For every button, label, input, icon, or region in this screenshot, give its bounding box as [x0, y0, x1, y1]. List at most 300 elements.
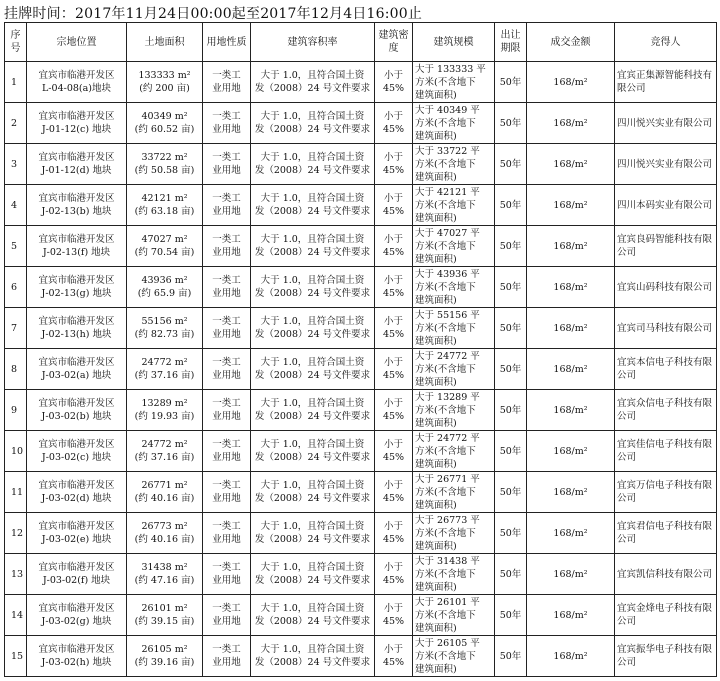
row-number: 2 [11, 117, 18, 129]
term-value: 50年 [499, 527, 522, 539]
cell-buyer [615, 349, 717, 390]
cell-density [375, 144, 413, 185]
far-line: 大于 1.0，且符合国土资 [260, 152, 365, 163]
location-line: 宜宾市临港开发区 [38, 398, 115, 409]
cell-location [27, 267, 127, 308]
buyer-name: 宜宾司马科技有限公司 [617, 322, 713, 334]
scale-line: 大于 24772 平 [415, 432, 480, 444]
density-line: 小于 [383, 398, 403, 409]
density-line: 小于 [383, 234, 403, 245]
scale-line: 大于 40349 平 [415, 104, 480, 116]
term-value: 50年 [499, 322, 522, 334]
density-line: 45% [382, 247, 405, 258]
use-line: 一类工 [212, 357, 241, 368]
buyer-name: 四川悦兴实业有限公司 [617, 117, 713, 129]
use-line: 一类工 [212, 480, 241, 491]
cell-density [375, 472, 413, 513]
cell-price [527, 144, 615, 185]
scale-line: 建筑面积) [415, 458, 457, 470]
cell-area [127, 185, 203, 226]
scale-line: 方米(不含地下 [415, 281, 476, 293]
density-line: 45% [382, 616, 405, 627]
cell-price [527, 390, 615, 431]
term-value: 50年 [499, 486, 522, 498]
cell-density [375, 185, 413, 226]
cell-price [527, 226, 615, 267]
use-line: 业用地 [212, 83, 241, 94]
cell-term [495, 226, 527, 267]
price-value: 168/m² [553, 363, 588, 375]
use-line: 一类工 [212, 603, 241, 614]
scale-line: 大于 26771 平 [415, 473, 480, 485]
cell-area [127, 62, 203, 103]
header-no: 序号 [5, 23, 27, 62]
location-line: 宜宾市临港开发区 [38, 439, 115, 450]
cell-buyer [615, 513, 717, 554]
far-line: 发（2008）24 号文件要求 [254, 493, 371, 504]
price-value: 168/m² [553, 568, 588, 580]
area-line: (约 37.16 亩) [134, 452, 195, 463]
table-row [5, 267, 717, 308]
use-line: 业用地 [212, 288, 241, 299]
cell-price [527, 595, 615, 636]
scale-line: 建筑面积) [415, 540, 457, 552]
buyer-name: 宜宾本信电子科技有限公司 [617, 357, 713, 381]
location-line: 宜宾市临港开发区 [38, 316, 115, 327]
location-line: L-04-08(a)地块 [42, 83, 111, 94]
density-line: 小于 [383, 275, 403, 286]
density-line: 45% [382, 452, 405, 463]
cell-price [527, 636, 615, 677]
density-line: 45% [382, 124, 405, 135]
cell-area [127, 349, 203, 390]
scale-line: 建筑面积) [415, 417, 457, 429]
scale-line: 建筑面积) [415, 294, 457, 306]
price-value: 168/m² [553, 76, 588, 88]
table-row [5, 185, 717, 226]
area-line: (约 60.52 亩) [134, 124, 195, 135]
cell-no [5, 554, 27, 595]
area-line: (约 82.73 亩) [134, 329, 195, 340]
far-line: 发（2008）24 号文件要求 [254, 329, 371, 340]
cell-term [495, 308, 527, 349]
cell-location [27, 595, 127, 636]
location-line: 宜宾市临港开发区 [38, 644, 115, 655]
buyer-name: 四川本码实业有限公司 [617, 199, 713, 211]
far-line: 大于 1.0，且符合国土资 [260, 603, 365, 614]
cell-area [127, 595, 203, 636]
cell-far [251, 62, 375, 103]
location-line: J-03-02(e) 地块 [41, 534, 112, 545]
buyer-name: 宜宾佳信电子科技有限公司 [617, 439, 713, 463]
scale-line: 建筑面积) [415, 171, 457, 183]
cell-density [375, 103, 413, 144]
cell-density [375, 308, 413, 349]
cell-far [251, 595, 375, 636]
use-line: 一类工 [212, 152, 241, 163]
area-line: 26101 m² [141, 603, 188, 614]
scale-line: 大于 26105 平 [415, 637, 480, 649]
cell-use [203, 349, 251, 390]
cell-buyer [615, 554, 717, 595]
table-row [5, 431, 717, 472]
cell-no [5, 472, 27, 513]
scale-line: 大于 33722 平 [415, 145, 480, 157]
header-buyer: 竞得人 [615, 23, 717, 62]
location-line: J-03-02(c) 地块 [41, 452, 112, 463]
price-value: 168/m² [553, 158, 588, 170]
cell-scale [413, 185, 495, 226]
location-line: J-02-13(b) 地块 [41, 206, 112, 217]
location-line: 宜宾市临港开发区 [38, 521, 115, 532]
term-value: 50年 [499, 117, 522, 129]
scale-line: 大于 24772 平 [415, 350, 480, 362]
far-line: 发（2008）24 号文件要求 [254, 288, 371, 299]
far-line: 发（2008）24 号文件要求 [254, 124, 371, 135]
use-line: 业用地 [212, 124, 241, 135]
area-line: (约 39.16 亩) [134, 657, 195, 668]
table-body [5, 62, 717, 677]
cell-use [203, 636, 251, 677]
cell-no [5, 595, 27, 636]
far-line: 大于 1.0，且符合国土资 [260, 644, 365, 655]
location-line: 宜宾市临港开发区 [38, 562, 115, 573]
location-line: J-03-02(f) 地块 [42, 575, 111, 586]
use-line: 业用地 [212, 575, 241, 586]
density-line: 45% [382, 370, 405, 381]
location-line: J-02-13(g) 地块 [41, 288, 112, 299]
row-number: 11 [11, 486, 24, 498]
far-line: 发（2008）24 号文件要求 [254, 370, 371, 381]
cell-term [495, 267, 527, 308]
cell-density [375, 226, 413, 267]
cell-location [27, 62, 127, 103]
cell-scale [413, 431, 495, 472]
cell-scale [413, 62, 495, 103]
cell-location [27, 390, 127, 431]
cell-no [5, 226, 27, 267]
density-line: 45% [382, 534, 405, 545]
row-number: 13 [11, 568, 24, 580]
row-number: 9 [11, 404, 18, 416]
cell-buyer [615, 185, 717, 226]
header-area: 土地面积 [127, 23, 203, 62]
scale-line: 方米(不含地下 [415, 76, 476, 88]
header-price: 成交金额 [527, 23, 615, 62]
far-line: 发（2008）24 号文件要求 [254, 206, 371, 217]
scale-line: 方米(不含地下 [415, 445, 476, 457]
use-line: 一类工 [212, 275, 241, 286]
location-line: J-01-12(c) 地块 [41, 124, 112, 135]
use-line: 一类工 [212, 316, 241, 327]
far-line: 大于 1.0，且符合国土资 [260, 562, 365, 573]
header-scale: 建筑规模 [413, 23, 495, 62]
cell-location [27, 554, 127, 595]
cell-price [527, 431, 615, 472]
buyer-name: 四川悦兴实业有限公司 [617, 158, 713, 170]
cell-no [5, 431, 27, 472]
cell-scale [413, 472, 495, 513]
buyer-name: 宜宾山码科技有限公司 [617, 281, 713, 293]
cell-price [527, 267, 615, 308]
cell-price [527, 554, 615, 595]
cell-scale [413, 554, 495, 595]
scale-line: 建筑面积) [415, 253, 457, 265]
table-row [5, 226, 717, 267]
cell-far [251, 226, 375, 267]
far-line: 大于 1.0，且符合国土资 [260, 193, 365, 204]
scale-line: 建筑面积) [415, 212, 457, 224]
cell-far [251, 308, 375, 349]
location-line: J-03-02(d) 地块 [41, 493, 112, 504]
use-line: 业用地 [212, 493, 241, 504]
scale-line: 大于 42121 平 [415, 186, 480, 198]
cell-use [203, 185, 251, 226]
scale-line: 方米(不含地下 [415, 363, 476, 375]
area-line: 31438 m² [141, 562, 188, 573]
cell-term [495, 554, 527, 595]
location-line: J-02-13(f) 地块 [42, 247, 111, 258]
density-line: 45% [382, 575, 405, 586]
location-line: J-03-02(b) 地块 [41, 411, 112, 422]
table-row [5, 554, 717, 595]
price-value: 168/m² [553, 445, 588, 457]
location-line: 宜宾市临港开发区 [38, 152, 115, 163]
cell-use [203, 144, 251, 185]
cell-no [5, 636, 27, 677]
use-line: 业用地 [212, 657, 241, 668]
scale-line: 方米(不含地下 [415, 199, 476, 211]
far-line: 大于 1.0，且符合国土资 [260, 439, 365, 450]
use-line: 一类工 [212, 234, 241, 245]
cell-far [251, 431, 375, 472]
scale-line: 方米(不含地下 [415, 404, 476, 416]
price-value: 168/m² [553, 527, 588, 539]
use-line: 业用地 [212, 616, 241, 627]
cell-term [495, 349, 527, 390]
location-line: 宜宾市临港开发区 [38, 111, 115, 122]
scale-line: 方米(不含地下 [415, 568, 476, 580]
cell-location [27, 226, 127, 267]
area-line: (约 40.16 亩) [134, 534, 195, 545]
density-line: 小于 [383, 152, 403, 163]
density-line: 小于 [383, 603, 403, 614]
use-line: 业用地 [212, 370, 241, 381]
cell-far [251, 636, 375, 677]
cell-far [251, 513, 375, 554]
table-row [5, 472, 717, 513]
use-line: 业用地 [212, 206, 241, 217]
use-line: 一类工 [212, 193, 241, 204]
far-line: 大于 1.0，且符合国土资 [260, 398, 365, 409]
cell-density [375, 513, 413, 554]
use-line: 一类工 [212, 521, 241, 532]
scale-line: 方米(不含地下 [415, 650, 476, 662]
cell-scale [413, 390, 495, 431]
cell-term [495, 636, 527, 677]
table-row [5, 349, 717, 390]
cell-term [495, 595, 527, 636]
cell-location [27, 513, 127, 554]
area-line: (约 70.54 亩) [134, 247, 195, 258]
density-line: 45% [382, 329, 405, 340]
cell-scale [413, 308, 495, 349]
far-line: 大于 1.0，且符合国土资 [260, 234, 365, 245]
term-value: 50年 [499, 609, 522, 621]
scale-line: 方米(不含地下 [415, 117, 476, 129]
density-line: 45% [382, 206, 405, 217]
far-line: 大于 1.0，且符合国土资 [260, 521, 365, 532]
cell-scale [413, 226, 495, 267]
buyer-name: 宜宾良码智能科技有限公司 [617, 234, 713, 258]
cell-area [127, 390, 203, 431]
price-value: 168/m² [553, 486, 588, 498]
cell-scale [413, 103, 495, 144]
cell-term [495, 185, 527, 226]
area-line: 133333 m² [138, 70, 191, 81]
cell-density [375, 62, 413, 103]
density-line: 小于 [383, 562, 403, 573]
cell-far [251, 554, 375, 595]
row-number: 4 [11, 199, 18, 211]
cell-price [527, 513, 615, 554]
cell-term [495, 472, 527, 513]
density-line: 小于 [383, 70, 403, 81]
density-line: 小于 [383, 480, 403, 491]
table-row [5, 595, 717, 636]
price-value: 168/m² [553, 322, 588, 334]
table-row [5, 144, 717, 185]
term-value: 50年 [499, 404, 522, 416]
use-line: 业用地 [212, 534, 241, 545]
cell-term [495, 62, 527, 103]
term-value: 50年 [499, 281, 522, 293]
cell-buyer [615, 636, 717, 677]
cell-scale [413, 267, 495, 308]
area-line: 26773 m² [141, 521, 188, 532]
cell-term [495, 144, 527, 185]
use-line: 一类工 [212, 439, 241, 450]
cell-scale [413, 349, 495, 390]
row-number: 6 [11, 281, 18, 293]
cell-buyer [615, 472, 717, 513]
cell-area [127, 472, 203, 513]
scale-line: 建筑面积) [415, 663, 457, 675]
density-line: 小于 [383, 316, 403, 327]
location-line: 宜宾市临港开发区 [38, 275, 115, 286]
cell-buyer [615, 226, 717, 267]
price-value: 168/m² [553, 404, 588, 416]
area-line: 26771 m² [141, 480, 188, 491]
cell-location [27, 185, 127, 226]
density-line: 45% [382, 165, 405, 176]
area-line: (约 65.9 亩) [137, 288, 192, 299]
cell-scale [413, 144, 495, 185]
cell-area [127, 554, 203, 595]
price-value: 168/m² [553, 650, 588, 662]
cell-location [27, 472, 127, 513]
cell-area [127, 144, 203, 185]
far-line: 发（2008）24 号文件要求 [254, 247, 371, 258]
table-row [5, 103, 717, 144]
price-value: 168/m² [553, 609, 588, 621]
density-line: 45% [382, 83, 405, 94]
cell-price [527, 308, 615, 349]
density-line: 45% [382, 411, 405, 422]
use-line: 一类工 [212, 70, 241, 81]
cell-area [127, 431, 203, 472]
cell-far [251, 103, 375, 144]
far-line: 大于 1.0，且符合国土资 [260, 275, 365, 286]
row-number: 12 [11, 527, 24, 539]
cell-term [495, 390, 527, 431]
area-line: (约 63.18 亩) [134, 206, 195, 217]
table-row [5, 308, 717, 349]
cell-area [127, 103, 203, 144]
term-value: 50年 [499, 158, 522, 170]
area-line: 55156 m² [141, 316, 188, 327]
cell-density [375, 636, 413, 677]
scale-line: 大于 13289 平 [415, 391, 480, 403]
scale-line: 方米(不含地下 [415, 609, 476, 621]
cell-far [251, 267, 375, 308]
cell-no [5, 144, 27, 185]
cell-buyer [615, 390, 717, 431]
cell-term [495, 103, 527, 144]
location-line: 宜宾市临港开发区 [38, 357, 115, 368]
scale-line: 大于 31438 平 [415, 555, 480, 567]
cell-no [5, 103, 27, 144]
density-line: 小于 [383, 439, 403, 450]
page-title: 挂牌时间：2017年11月24日00:00起至2017年12月4日16:00止 [4, 6, 423, 22]
table-row [5, 390, 717, 431]
far-line: 发（2008）24 号文件要求 [254, 575, 371, 586]
cell-use [203, 431, 251, 472]
far-line: 发（2008）24 号文件要求 [254, 452, 371, 463]
far-line: 发（2008）24 号文件要求 [254, 83, 371, 94]
scale-line: 方米(不含地下 [415, 240, 476, 252]
cell-buyer [615, 267, 717, 308]
cell-use [203, 103, 251, 144]
area-line: (约 40.16 亩) [134, 493, 195, 504]
use-line: 一类工 [212, 398, 241, 409]
scale-line: 建筑面积) [415, 376, 457, 388]
location-line: J-01-12(d) 地块 [41, 165, 112, 176]
location-line: J-03-02(h) 地块 [41, 657, 112, 668]
cell-area [127, 636, 203, 677]
use-line: 业用地 [212, 411, 241, 422]
scale-line: 建筑面积) [415, 89, 457, 101]
scale-line: 建筑面积) [415, 499, 457, 511]
buyer-name: 宜宾众信电子科技有限公司 [617, 398, 713, 422]
far-line: 大于 1.0，且符合国土资 [260, 111, 365, 122]
buyer-name: 宜宾万信电子科技有限公司 [617, 480, 713, 504]
scale-line: 大于 26773 平 [415, 514, 480, 526]
location-line: 宜宾市临港开发区 [38, 234, 115, 245]
location-line: 宜宾市临港开发区 [38, 70, 115, 81]
cell-location [27, 349, 127, 390]
scale-line: 建筑面积) [415, 581, 457, 593]
cell-area [127, 226, 203, 267]
area-line: (约 47.16 亩) [134, 575, 195, 586]
table-row [5, 636, 717, 677]
cell-location [27, 103, 127, 144]
cell-far [251, 144, 375, 185]
buyer-name: 宜宾君信电子科技有限公司 [617, 521, 713, 545]
scale-line: 建筑面积) [415, 130, 457, 142]
density-line: 45% [382, 493, 405, 504]
cell-use [203, 267, 251, 308]
